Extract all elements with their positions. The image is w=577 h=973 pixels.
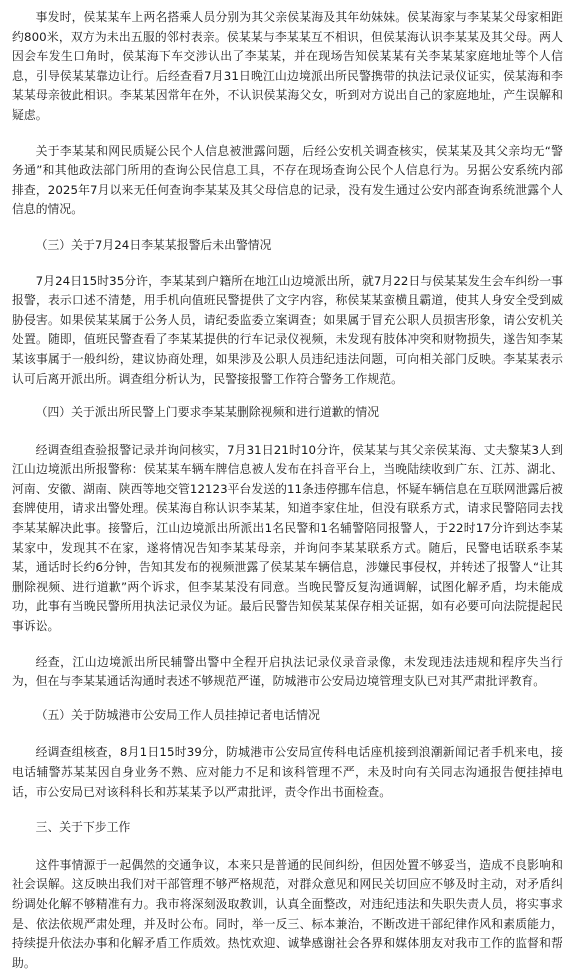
section-heading-5: （五）关于防城港市公安局工作人员挂掉记者电话情况	[35, 707, 320, 722]
section-heading-4: （四）关于派出所民警上门要求李某某删除视频和进行道歉的情况	[35, 405, 380, 420]
paragraph-next-steps: 这件事情源于一起偶然的交通争议，本来只是普通的民间纠纷，但因处置不够妥当，造成不良影响和社会误解。这反映出我们对干部管理不够严格规范，对群众意见和网民关切回应不够及时主动，对矛盾纠纷调处化解不够精准有力。我市将深刻汲取教训，认真全面整改，对违纪违法和失职失责人员，将实事求是、依法依规严肃处理，并及时公布。同时，举一反三、标本兼治，不断改进干部纪律作风和素质能力，持续提升依法办事和化解矛盾工作质效。热忱欢迎、诚挚感谢社会各界和媒体朋友对我市工作的监督和帮助。	[12, 857, 563, 970]
paragraph-phone-hangup: 经调查组核查，8月1日15时39分，防城港市公安局宣传科电话座机接到浪潮新闻记者手机来电，接电话辅警苏某某因自身业务不熟、应对能力不足和该科管理不严，未及时向有关同志沟通报告便挂掉电话，市公安局已对该科科长和苏某某予以严肃批评，责令作出书面检查。	[12, 745, 563, 799]
paragraph-info-leak-check: 关于李某某和网民质疑公民个人信息被泄露问题，后经公安机关调查核实，侯某某及其父亲均无“警务通”和其他政法部门所用的查询公民信息工具，不存在现场查询公民个人信息行为。另据公安系统内部排查，2025年7月以来无任何查询李某某及其父母信息的记录，没有发生通过公安内部查询系统泄露个人信息的情况。	[12, 143, 563, 217]
paragraph-police-visit: 经调查组查验报警记录并询问核实，7月31日21时10分许，侯某某与其父亲侯某海、丈夫黎某3人到江山边境派出所报警称：侯某某车辆车牌信息被人发布在抖音平台上，当晚陆续收到广东、江苏、湖北、河南、安徽、湖南、陕西等地交管12123平台发送的11条违停挪车信息，怀疑车辆信息在互联网泄露后被套牌使用，请求出警处理。侯某海自称认识李某某，知道李家住址，但没有联系方式，请求民警陪同去找李某某解决此事。接警后，江山边境派出所派出1名民警和1名辅警陪同报警人，于22时17分许到达李某某家中，发现其不在家，遂将情况告知李某某母亲，并询问李某某联系方式。随后，民警电话联系李某某，通话时长约6分钟，告知其发布的视频泄露了侯某某车辆信息，涉嫌民事侵权，并转述了报警人“让其删除视频、进行道歉”两个诉求，但李某某没有同意。当晚民警反复沟通调解，试图化解矛盾，均未能成功，此事有当晚民警所用执法记录仪为证。最后民警告知侯某某保存相关证据，如有必要可向法院提起民事诉讼。	[12, 442, 563, 634]
section-heading-3: （三）关于7月24日李某某报警后未出警情况	[35, 237, 272, 252]
paragraph-report-july-24: 7月24日15时35分许，李某某到户籍所在地江山边境派出所，就7月22日与侯某某发生会车纠纷一事报警，表示口述不清楚，用手机向值班民警提供了文字内容，称侯某某蛮横且霸道，使其人身安全受到威胁侵害。如果侯某某属于公务人员，请纪委监委立案调查；如果属于冒充公职人员损害形象，请公安机关处置。随即，值班民警查看了李某某提供的行车记录仪视频，未发现有肢体冲突和财物损失，遂告知李某某该事属于一般纠纷，建议协商处理，如果涉及公职人员违纪违法问题，可向相关部门反映。李某某表示认可后离开派出所。调查组分析认为，民警接报警工作符合警务工作规范。	[12, 273, 563, 386]
paragraph-police-conduct: 经查，江山边境派出所民辅警出警中全程开启执法记录仪录音录像，未发现违法违规和程序失当行为，但在与李某某通话沟通时表述不够规范严谨，防城港市公安局边境管理支队已对其严肃批评教育。	[12, 654, 563, 689]
section-heading-next-steps: 三、关于下步工作	[35, 820, 131, 835]
paragraph-family-relation: 事发时，侯某某车上两名搭乘人员分别为其父亲侯某海及其年幼妹妹。侯某海家与李某某父母家相距约800米，双方为未出五服的邻村表亲。侯某某与李某某互不相识，但侯某海认识李某某及其父母。两人因会车发生口角时，侯某海下车交涉认出了李某某，并在现场告知侯某某有关李某某家庭地址等个人信息，引导侯某某靠边让行。后经查看7月31日晚江山边境派出所民警携带的执法记录仪证实，侯某海和李某某母亲彼此相识。李某某因常年在外，不认识侯某海父女，听到对方说出自己的家庭地址，产生误解和疑虑。	[12, 10, 563, 122]
